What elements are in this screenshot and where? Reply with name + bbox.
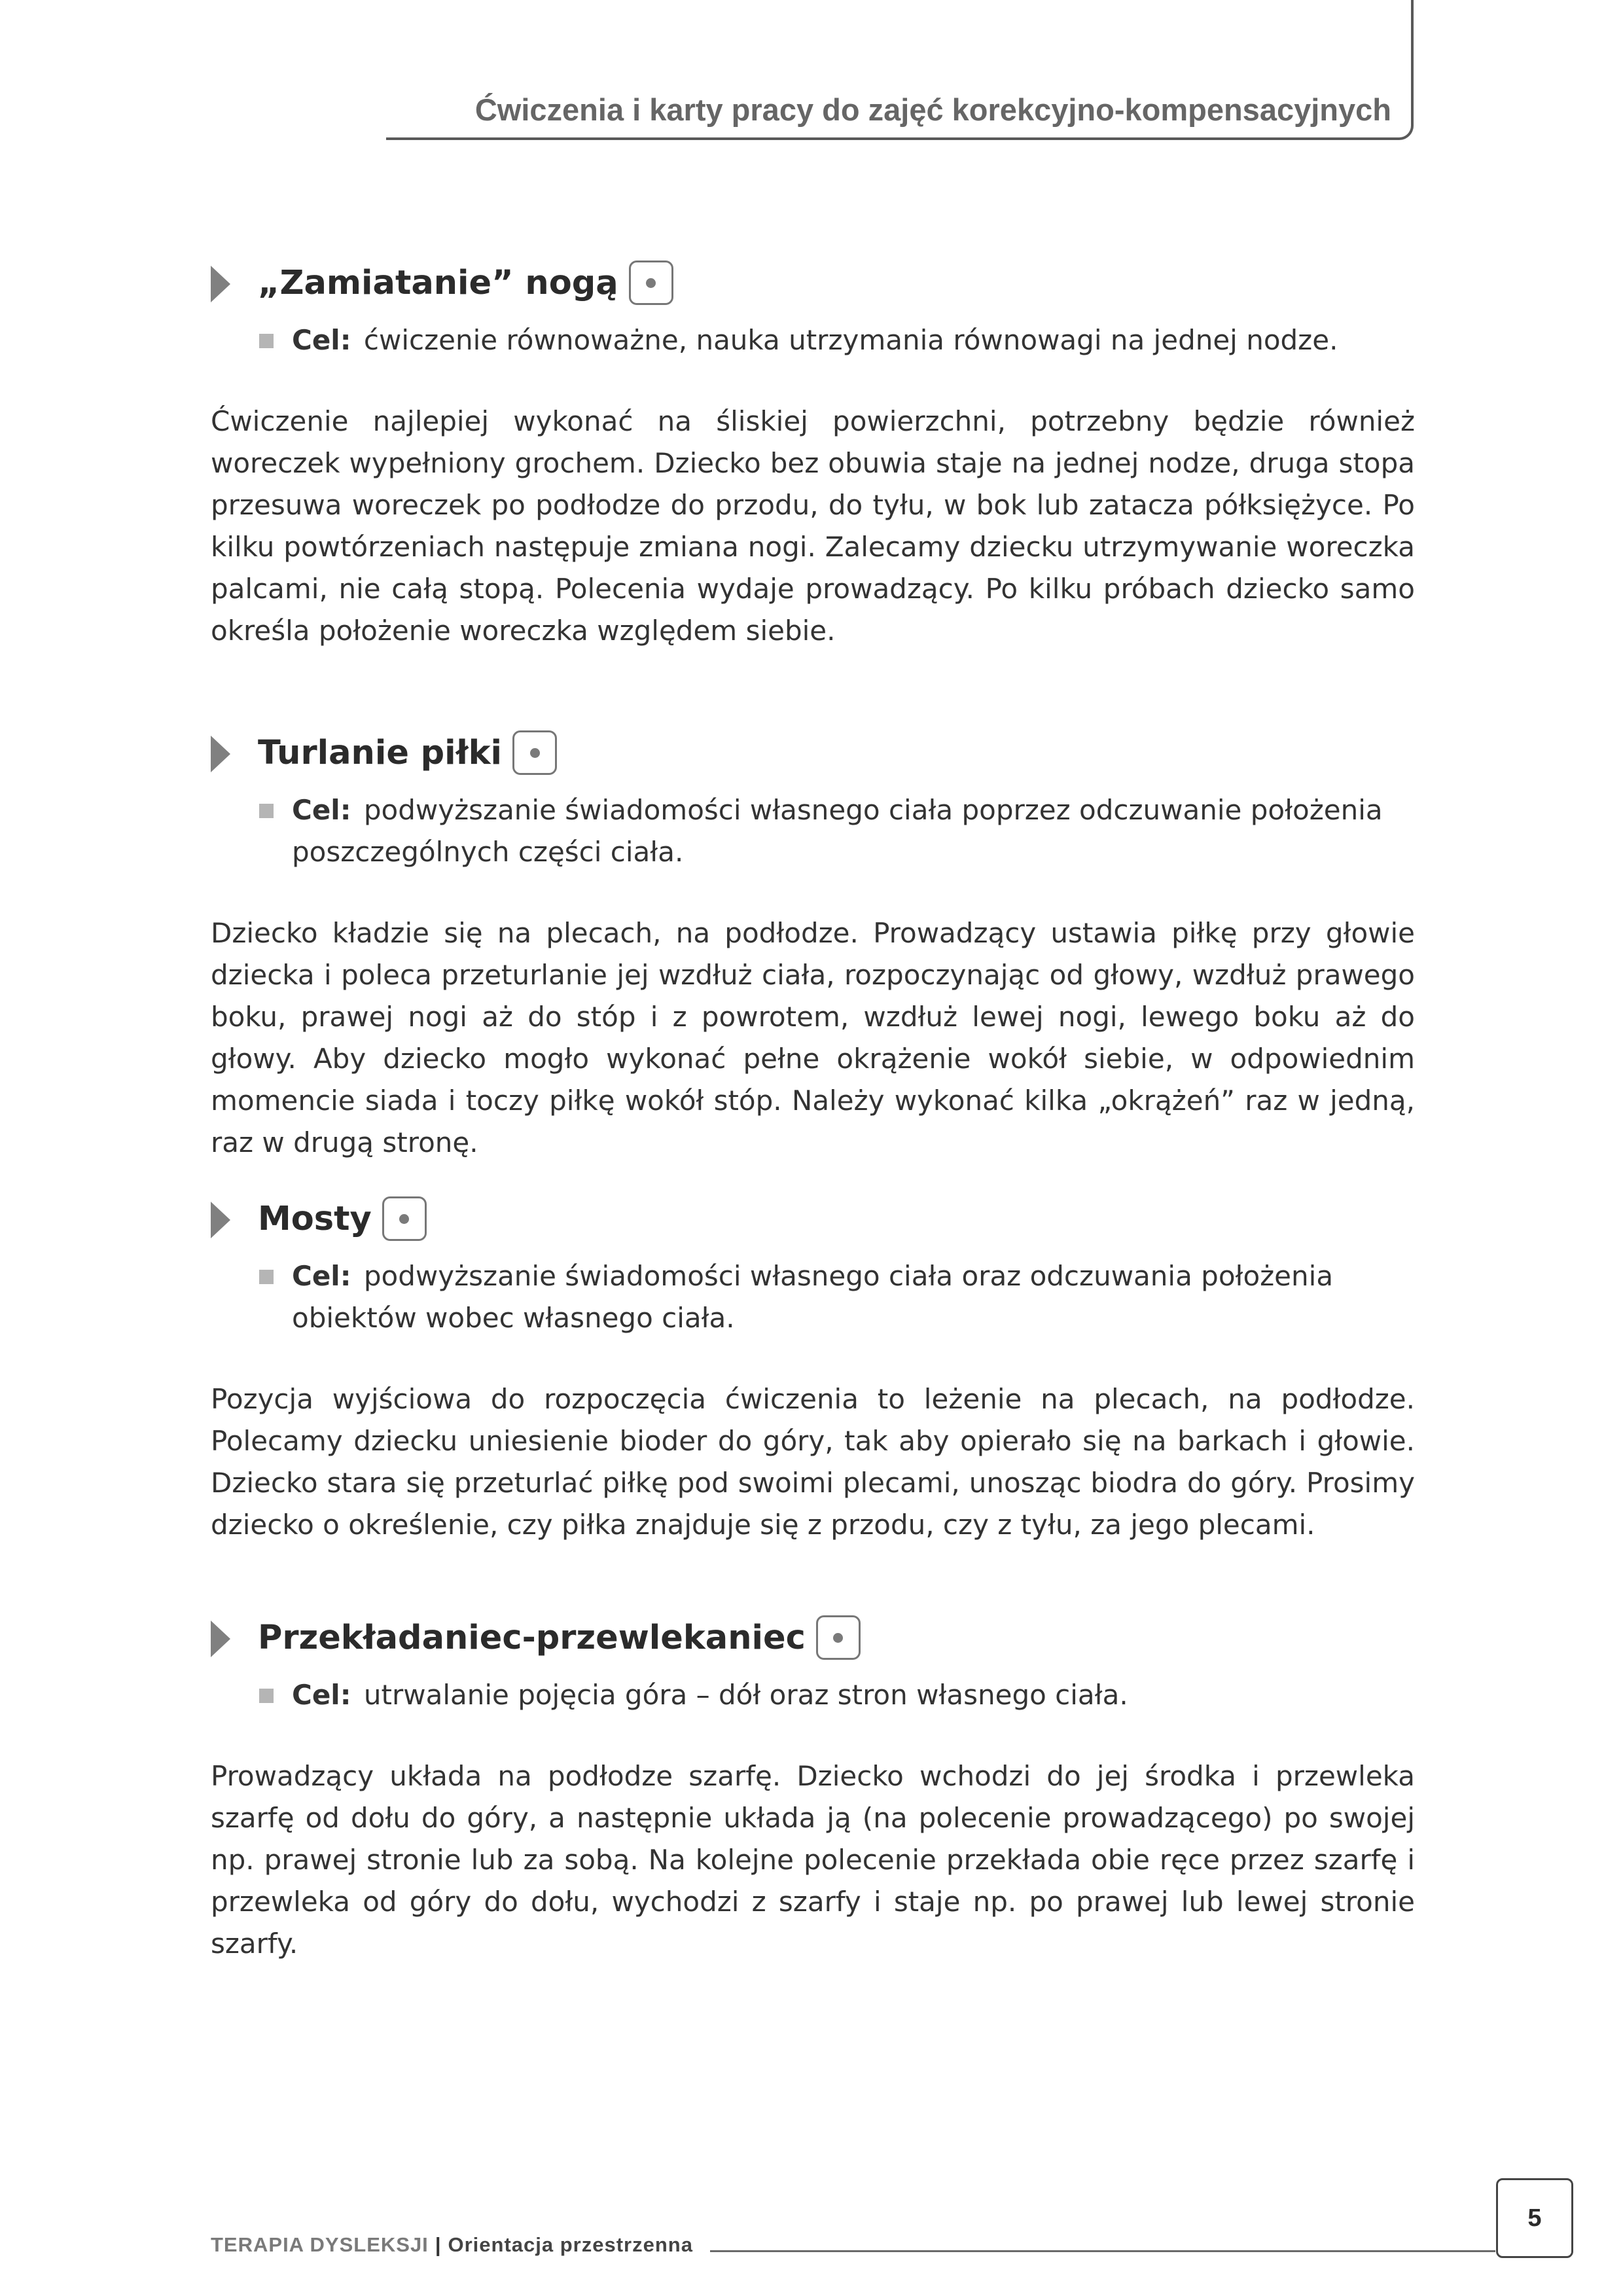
exercise-title — [258, 1611, 861, 1664]
goal-label: Cel: — [292, 1260, 351, 1292]
exercise-heading-row — [211, 726, 1415, 789]
exercise-goal — [259, 319, 1415, 361]
triangle-bullet-icon — [211, 266, 230, 302]
dot-box-icon — [629, 260, 673, 305]
page-number: 5 — [1496, 2178, 1573, 2258]
exercise-description: Pozycja wyjściowa do rozpoczęcia ćwiczenia to leżenie na plecach, na podłodze. Polecamy dziecku uniesienie bioder do góry, tak aby opierało się na barkach i głowie. Dziecko stara się przeturlać piłkę pod swoimi plecami, unosząc biodra do góry. Prosimy dziecko o określenie, czy piłka znajduje się z przodu, czy z tyłu, za jego plecami. — [211, 1383, 1415, 1541]
square-bullet-icon — [259, 334, 274, 348]
header-frame — [386, 0, 1414, 140]
square-bullet-icon — [259, 804, 274, 818]
footer-topic: Orientacja przestrzenna — [448, 2233, 693, 2256]
goal-text: ćwiczenie równoważne, nauka utrzymania równowagi na jednej nodze. — [363, 324, 1338, 356]
running-header-title: Ćwiczenia i karty pracy do zajęć korekcyjno-kompensacyjnych — [474, 92, 1391, 127]
footer-separator: | — [435, 2233, 442, 2256]
exercise-title-text: Turlanie piłki — [258, 733, 502, 772]
footer-series — [211, 2233, 693, 2257]
exercise-section — [211, 726, 1415, 1164]
exercise-description: Prowadzący układa na podłodze szarfę. Dziecko wchodzi do jej środka i przewleka szarfę od dołu do góry, a następnie układa ją (na polecenie prowadzącego) po swojej np. prawej stronie lub za sobą. Na kolejne polecenie przekłada obie ręce przez szarfę i przewleka od góry do dołu, wychodzi z szarfy i staje np. po prawej lub lewej stronie szarfy. — [211, 1760, 1415, 1960]
exercise-title — [258, 726, 557, 779]
dot-box-icon — [816, 1615, 861, 1660]
goal-text: podwyższanie świadomości własnego ciała poprzez odczuwanie położenia poszczególnych części ciała. — [292, 794, 1383, 868]
dot-icon — [646, 278, 656, 288]
exercise-goal — [259, 1674, 1415, 1716]
exercise-description: Dziecko kładzie się na plecach, na podłodze. Prowadzący ustawia piłkę przy głowie dziecka i poleca przeturlanie jej wzdłuż ciała, rozpoczynając od głowy, wzdłuż prawego boku, prawej nogi aż do stóp i z powrotem, wzdłuż lewej nogi, lewego boku aż do głowy. Aby dziecko mogło wykonać pełne okrążenie wokół siebie, w odpowiednim momencie siada i toczy piłkę wokół stóp. Należy wykonać kilka „okrążeń” raz w jedną, raz w drugą stronę. — [211, 917, 1415, 1158]
exercise-section — [211, 1193, 1415, 1546]
exercise-title-text: „Zamiatanie” nogą — [258, 263, 618, 302]
goal-label: Cel: — [292, 794, 351, 826]
goal-label: Cel: — [292, 324, 351, 356]
exercise-heading-row — [211, 1193, 1415, 1255]
exercise-title — [258, 1193, 427, 1245]
dot-box-icon — [512, 730, 557, 775]
exercise-section — [211, 257, 1415, 652]
dot-icon — [399, 1214, 409, 1224]
exercise-description: Ćwiczenie najlepiej wykonać na śliskiej powierzchni, potrzebny będzie również woreczek wypełniony grochem. Dziecko bez obuwia staje na jednej nodze, druga stopa przesuwa woreczek po podłodze do przodu, do tyłu, w bok lub zatacza półksiężyce. Po kilku powtórzeniach następuje zmiana nogi. Zalecamy dziecku utrzymywanie woreczka palcami, nie całą stopą. Polecenia wydaje prowadzący. Po kilku próbach dziecko samo określa położenie woreczka względem siebie. — [211, 405, 1415, 647]
exercise-title — [258, 257, 673, 309]
exercise-goal — [259, 1255, 1415, 1339]
triangle-bullet-icon — [211, 736, 230, 772]
square-bullet-icon — [259, 1270, 274, 1284]
triangle-bullet-icon — [211, 1621, 230, 1657]
goal-text: podwyższanie świadomości własnego ciała oraz odczuwania położenia obiektów wobec własnego ciała. — [292, 1260, 1334, 1334]
exercise-goal — [259, 789, 1415, 873]
triangle-bullet-icon — [211, 1202, 230, 1238]
goal-label: Cel: — [292, 1679, 351, 1711]
dot-box-icon — [382, 1196, 427, 1241]
exercise-section — [211, 1611, 1415, 1965]
dot-icon — [530, 748, 540, 758]
square-bullet-icon — [259, 1689, 274, 1703]
footer-series-title: TERAPIA DYSLEKSJI — [211, 2233, 429, 2256]
footer-rule — [710, 2250, 1495, 2252]
exercise-heading-row — [211, 257, 1415, 319]
dot-icon — [833, 1633, 843, 1643]
goal-text: utrwalanie pojęcia góra – dół oraz stron własnego ciała. — [363, 1679, 1128, 1711]
exercise-heading-row — [211, 1611, 1415, 1674]
exercise-title-text: Mosty — [258, 1199, 372, 1238]
exercise-title-text: Przekładaniec-przewlekaniec — [258, 1618, 806, 1657]
